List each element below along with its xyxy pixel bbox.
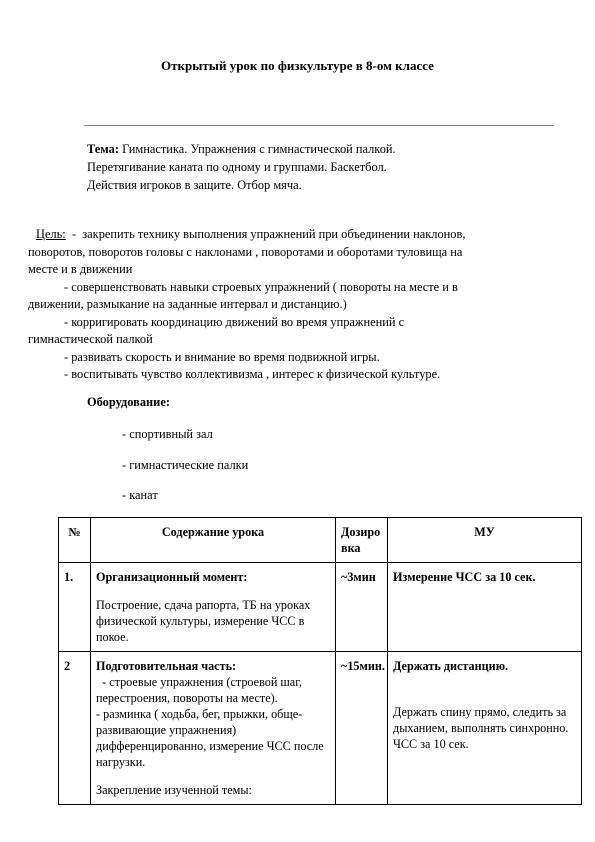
page-title: Открытый урок по физкультуре в 8-ом классе [161, 58, 434, 73]
topic-block [87, 140, 417, 194]
goal-line: поворотов, поворотов головы с наклонами , поворотами и оборотами туловища на [28, 244, 463, 259]
table-header-row [59, 518, 582, 563]
column-header: Содержание урока [91, 518, 336, 563]
row-text: - разминка ( ходьба, бег, прыжки, обще-развивающие упражнения) дифференцированно, измерение ЧСС после нагрузки. [96, 707, 324, 769]
equipment-item: - канат [122, 488, 158, 502]
goal-line: совершенствовать навыки строевых упражнений ( повороты на месте и в [71, 279, 458, 294]
row-title: Организационный момент: [96, 570, 248, 584]
row-number: 2 [59, 652, 91, 805]
equipment-item: - спортивный зал [122, 427, 213, 441]
topic-text: Гимнастика. Упражнения с гимнастической палкой. Перетягивание каната по одному и группами. Баскетбол. Действия игроков в защите. Отбор мяча. [87, 142, 396, 192]
lesson-table [58, 517, 582, 805]
column-header: МУ [388, 518, 582, 563]
row-number: 1. [59, 563, 91, 652]
goal-line: развивать скорость и внимание во время подвижной игры. [71, 349, 380, 364]
row-notes: Измерение ЧСС за 10 сек. [388, 563, 582, 652]
divider [84, 125, 554, 126]
goal-line: гимнастической палкой [28, 332, 153, 346]
row-content [91, 563, 336, 652]
topic-label: Тема: [87, 142, 119, 156]
goals-label: Цель: [36, 227, 66, 241]
row-dose: ~15мин. [336, 652, 388, 805]
equipment-item: - гимнастические палки [122, 458, 249, 472]
goals-block: Цель: - закрепить технику выполнения упражнений при объединении наклонов, поворотов, поворотов головы с наклонами , поворотами и оборотами туловища на месте и в движении - совершенствовать навыки строевых упражнений ( повороты на месте и в движении, размыкание на заданные интервал и дистанцию.) - корригировать координацию движений во время упражнений с гимнастической палкой - развивать скорость и внимание во время подвижной игры. - воспитывать чувство коллективизма , интерес к физической культуре. [28, 226, 548, 384]
row-content [91, 652, 336, 805]
table-row [59, 563, 582, 652]
goal-line: закрепить технику выполнения упражнений при объединении наклонов, [82, 227, 466, 241]
table-row [59, 652, 582, 805]
row-text: Закрепление изученной темы: [96, 783, 252, 797]
goal-line: воспитывать чувство коллективизма , интерес к физической культуре. [71, 367, 441, 381]
row-title: Подготовительная часть: [96, 659, 237, 673]
row-text: - строевые упражнения (строевой шаг, перестроения, повороты на месте). [96, 675, 305, 705]
goal-line: корригировать координацию движений во время упражнений с [71, 314, 405, 329]
column-header: Дозировка [336, 518, 388, 563]
row-notes [388, 652, 582, 805]
row-notes-text: Держать спину прямо, следить за дыханием, выполнять синхронно. ЧСС за 10 сек. [393, 705, 569, 751]
column-header: № [59, 518, 91, 563]
goal-line: месте и в движении [28, 262, 133, 276]
row-dose: ~3мин [336, 563, 388, 652]
row-notes-title: Держать дистанцию. [393, 659, 509, 673]
row-text: Построение, сдача рапорта, ТБ на уроках физической культуры, измерение ЧСС в покое. [96, 598, 311, 644]
equipment-heading: Оборудование: [87, 395, 170, 409]
goal-line: движении, размыкание на заданные интервал и дистанцию.) [28, 297, 347, 311]
